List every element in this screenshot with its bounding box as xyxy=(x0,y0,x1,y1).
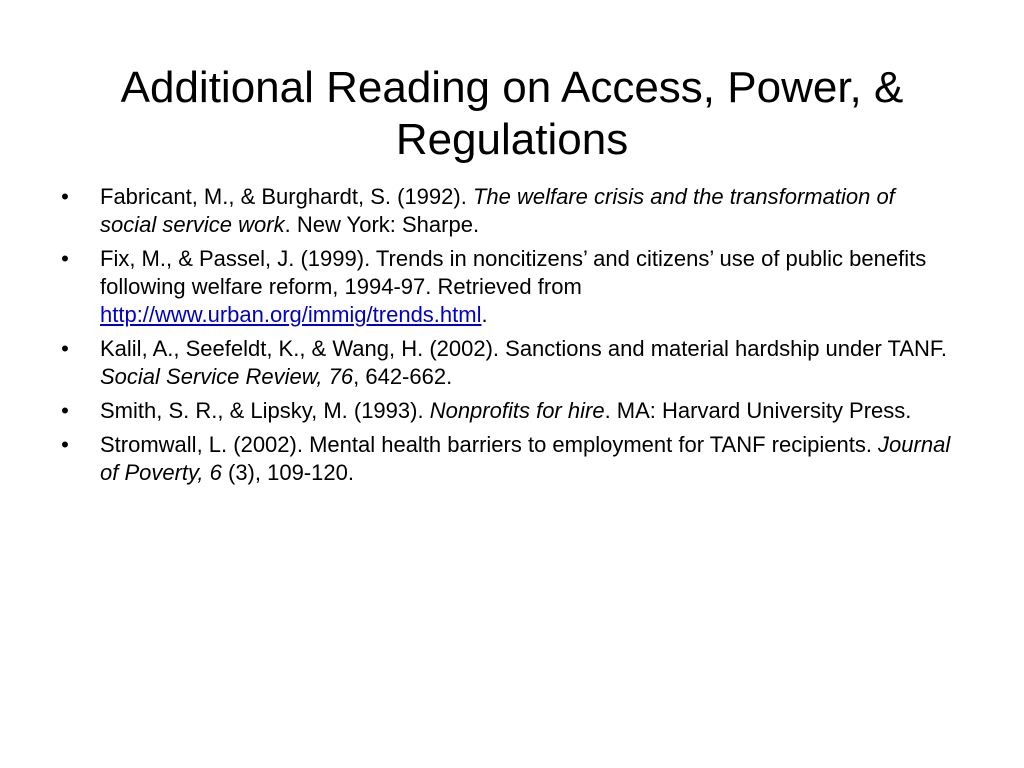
reference-item xyxy=(55,335,955,391)
reference-list xyxy=(55,183,955,493)
reference-title: Social Service Review, 76 xyxy=(100,364,354,389)
bullet-icon: • xyxy=(61,432,69,457)
reference-title: Nonprofits for hire xyxy=(429,398,605,423)
bullet-icon: • xyxy=(61,184,69,209)
reference-link[interactable]: http://www.urban.org/immig/trends.html xyxy=(100,302,482,327)
reference-title: Journal of Poverty, 6 xyxy=(100,432,951,485)
reference-text: Smith, S. R., & Lipsky, M. (1993). xyxy=(100,398,430,423)
reference-text: Fix, M., & Passel, J. (1999). Trends in noncitizens’ and citizens’ use of public benefits following welfare reform, 1994-97. Retrieved from xyxy=(100,246,927,299)
reference-text: , 642-662. xyxy=(353,364,453,389)
reference-item xyxy=(55,183,955,239)
slide-title: Additional Reading on Access, Power, & Regulations xyxy=(120,63,904,164)
reference-item xyxy=(55,245,955,329)
reference-text: . New York: Sharpe. xyxy=(284,212,480,237)
reference-text: . MA: Harvard University Press. xyxy=(604,398,912,423)
reference-title: The welfare crisis and the transformation of social service work xyxy=(100,184,895,237)
bullet-icon: • xyxy=(61,336,69,361)
bullet-icon: • xyxy=(61,398,69,423)
reference-text: Fabricant, M., & Burghardt, S. (1992). xyxy=(100,184,473,209)
reference-text: . xyxy=(481,302,488,327)
reference-text: Kalil, A., Seefeldt, K., & Wang, H. (2002). Sanctions and material hardship under TANF. xyxy=(100,336,948,361)
bullet-icon: • xyxy=(61,246,69,271)
reference-text: Stromwall, L. (2002). Mental health barriers to employment for TANF recipients. xyxy=(100,432,879,457)
reference-item xyxy=(55,431,955,487)
reference-text: (3), 109-120. xyxy=(221,460,354,485)
reference-item xyxy=(55,397,955,425)
